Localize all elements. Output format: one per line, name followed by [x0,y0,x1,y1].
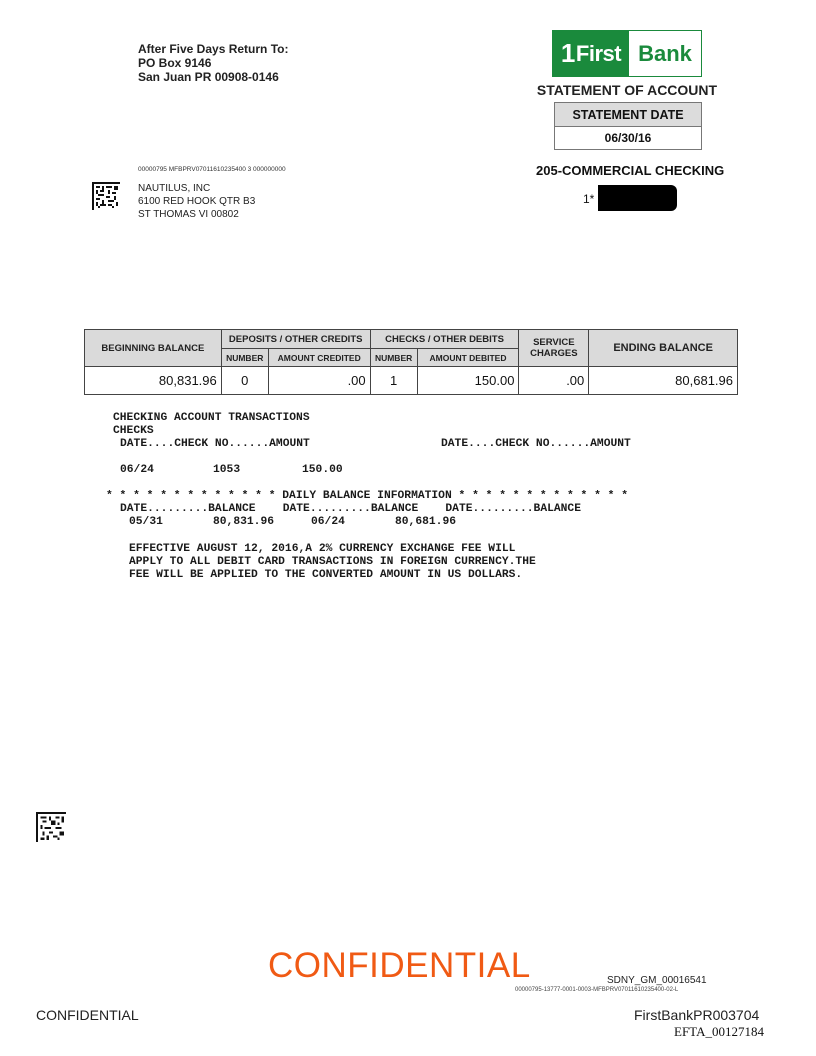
daily-balance-amount-1: 80,831.96 [213,516,275,528]
notice-line2: APPLY TO ALL DEBIT CARD TRANSACTIONS IN FOREIGN CURRENCY.THE [129,556,536,568]
transactions-title: CHECKING ACCOUNT TRANSACTIONS [113,412,310,424]
statement-date-box [554,102,702,150]
customer-name: NAUTILUS, INC [138,183,211,194]
qr-code-icon [92,182,120,210]
customer-city: ST THOMAS VI 00802 [138,209,239,220]
qr-code-icon [36,812,66,842]
checks-header-right: DATE....CHECK NO......AMOUNT [441,438,631,450]
statement-date-label: STATEMENT DATE [555,103,701,127]
header-ending-balance: ENDING BALANCE [589,330,738,367]
return-address-line1: PO Box 9146 [138,56,212,70]
transactions-subtitle: CHECKS [113,425,154,437]
daily-balance-amount-2: 80,681.96 [395,516,457,528]
check-row-amount: 150.00 [302,464,343,476]
return-address [138,42,288,84]
daily-balance-header: DATE.........BALANCE DATE.........BALANCE DATE.........BALANCE [120,503,581,515]
value-amount-debited: 150.00 [417,367,519,395]
value-ending-balance: 80,681.96 [589,367,738,395]
header-beginning-balance: BEGINNING BALANCE [85,330,222,367]
check-row-date: 06/24 [120,464,154,476]
header-amount-debited: AMOUNT DEBITED [417,349,519,367]
statement-of-account-title: STATEMENT OF ACCOUNT [536,82,718,98]
logo-word-bank: Bank [629,31,701,76]
header-checks-debits: CHECKS / OTHER DEBITS [370,330,519,349]
document-code: 00000795-13777-0001-0003-MFBPRV07011610235400-02-L [515,987,679,993]
redaction-bar [598,185,677,211]
firstbank-logo [552,30,702,77]
check-row-number: 1053 [213,464,241,476]
account-summary-table [84,329,738,395]
efta-number: EFTA_00127184 [674,1024,764,1039]
value-service-charges: .00 [519,367,589,395]
value-amount-credited: .00 [268,367,370,395]
customer-address [138,182,255,221]
header-checks-number: NUMBER [370,349,417,367]
confidential-stamp: CONFIDENTIAL [268,946,531,985]
logo-number: 1 [560,38,575,68]
header-deposits-number: NUMBER [221,349,268,367]
header-deposits-credits: DEPOSITS / OTHER CREDITS [221,330,370,349]
value-beginning-balance: 80,831.96 [85,367,222,395]
daily-balance-date-1: 05/31 [129,516,163,528]
return-address-line2: San Juan PR 00908-0146 [138,70,279,84]
notice-line3: FEE WILL BE APPLIED TO THE CONVERTED AMOUNT IN US DOLLARS. [129,569,523,581]
statement-date-value: 06/30/16 [604,131,652,145]
checks-header-left: DATE....CHECK NO......AMOUNT [120,438,310,450]
header-amount-credited: AMOUNT CREDITED [268,349,370,367]
value-checks-number: 1 [370,367,417,395]
logo-word-first: First [575,40,622,66]
daily-balance-banner: * * * * * * * * * * * * * DAILY BALANCE INFORMATION * * * * * * * * * * * * * [106,490,629,502]
customer-street: 6100 RED HOOK QTR B3 [138,196,256,207]
daily-balance-date-2: 06/24 [311,516,345,528]
return-address-heading: After Five Days Return To: [138,42,289,56]
header-service-charges: SERVICE CHARGES [519,330,589,367]
value-deposits-number: 0 [221,367,268,395]
confidential-label: CONFIDENTIAL [36,1007,139,1023]
sdny-id: SDNY_GM_00016541 [607,975,707,986]
account-number-prefix: 1* [583,192,595,206]
bates-number: FirstBankPR003704 [634,1007,760,1023]
notice-line1: EFFECTIVE AUGUST 12, 2016,A 2% CURRENCY EXCHANGE FEE WILL [129,543,516,555]
account-type: 205-COMMERCIAL CHECKING [536,163,725,178]
mail-barcode-line: 00000795 MFBPRV07011610235400 3 000000000 [138,166,286,173]
